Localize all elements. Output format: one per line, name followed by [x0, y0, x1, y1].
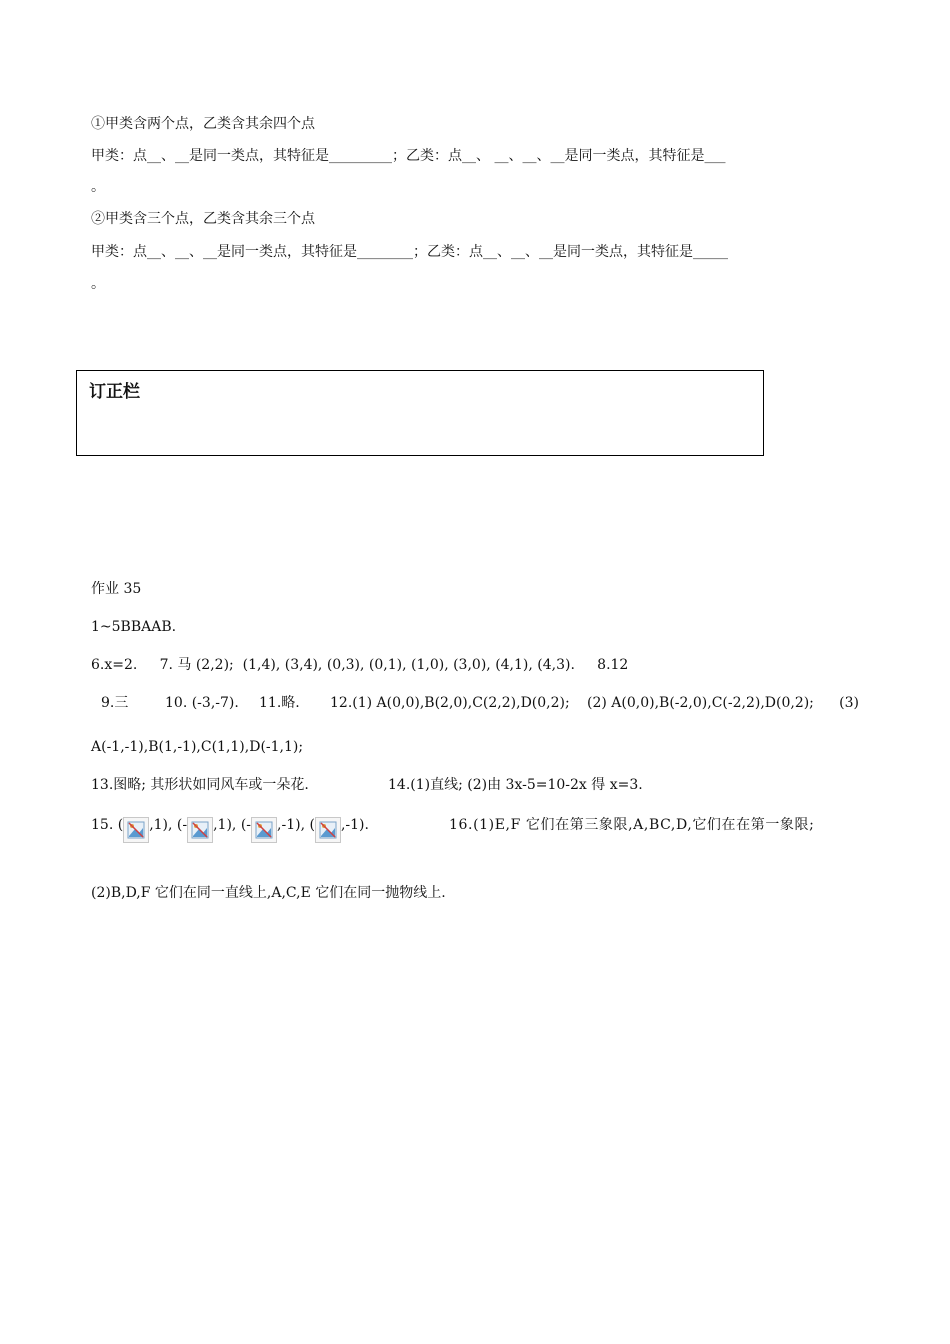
- part2-fill-line: 甲类：点__、__、__是同一类点，其特征是________；乙类：点__、__、__是同一类点，其特征是_____: [91, 244, 728, 260]
- answer-15-seg1: ,1), (-: [149, 817, 188, 833]
- answers-title: 作业 35: [91, 581, 142, 597]
- part1-end: 。: [91, 179, 105, 195]
- answer-12-continued: A(-1,-1),B(1,-1),C(1,1),D(-1,1);: [91, 739, 304, 755]
- answer-1-5: 1~5BBAAB.: [91, 619, 177, 635]
- correction-box-title: 订正栏: [89, 382, 140, 402]
- part1-fill-line: 甲类：点__、__是同一类点，其特征是_________；乙类：点__、 __、__、__是同一类点，其特征是___: [91, 148, 726, 164]
- answer-15-seg2: ,1), (-: [213, 817, 252, 833]
- answer-14: 14.(1)直线; (2)由 3x-5=10-2x 得 x=3.: [388, 777, 643, 793]
- broken-image-icon: [187, 817, 213, 843]
- answer-12-part3-label: (3): [839, 695, 859, 711]
- answer-13: 13.图略; 其形状如同风车或一朵花.: [91, 777, 309, 793]
- answer-12-part2: (2) A(0,0),B(-2,0),C(-2,2),D(0,2);: [587, 695, 814, 711]
- part2-heading: ②甲类含三个点，乙类含其余三个点: [91, 211, 315, 227]
- answer-10: 10. (-3,-7).: [165, 695, 239, 711]
- broken-image-icon: [315, 817, 341, 843]
- answer-16-part2: (2)B,D,F 它们在同一直线上,A,C,E 它们在同一抛物线上.: [91, 885, 446, 901]
- part2-end: 。: [91, 276, 105, 292]
- answer-15: [91, 816, 369, 843]
- answer-15-seg3: ,-1), (: [277, 817, 315, 833]
- answer-6-8: 6.x=2. 7. 马 (2,2); (1,4), (3,4), (0,3), (0,1), (1,0), (3,0), (4,1), (4,3). 8.12: [91, 657, 629, 673]
- broken-image-icon: [123, 817, 149, 843]
- answer-15-label: 15. (: [91, 817, 124, 833]
- broken-image-icon: [251, 817, 277, 843]
- answer-15-seg4: ,-1).: [340, 817, 369, 833]
- answer-9: 9.三: [101, 695, 129, 711]
- answer-12-part1: 12.(1) A(0,0),B(2,0),C(2,2),D(0,2);: [330, 695, 570, 711]
- answer-11: 11.略.: [259, 695, 300, 711]
- answer-16-part1: 16.(1)E,F 它们在第三象限,A,BC,D,它们在在第一象限;: [449, 817, 815, 833]
- part1-heading: ①甲类含两个点，乙类含其余四个点: [91, 116, 315, 132]
- correction-box: [76, 370, 764, 456]
